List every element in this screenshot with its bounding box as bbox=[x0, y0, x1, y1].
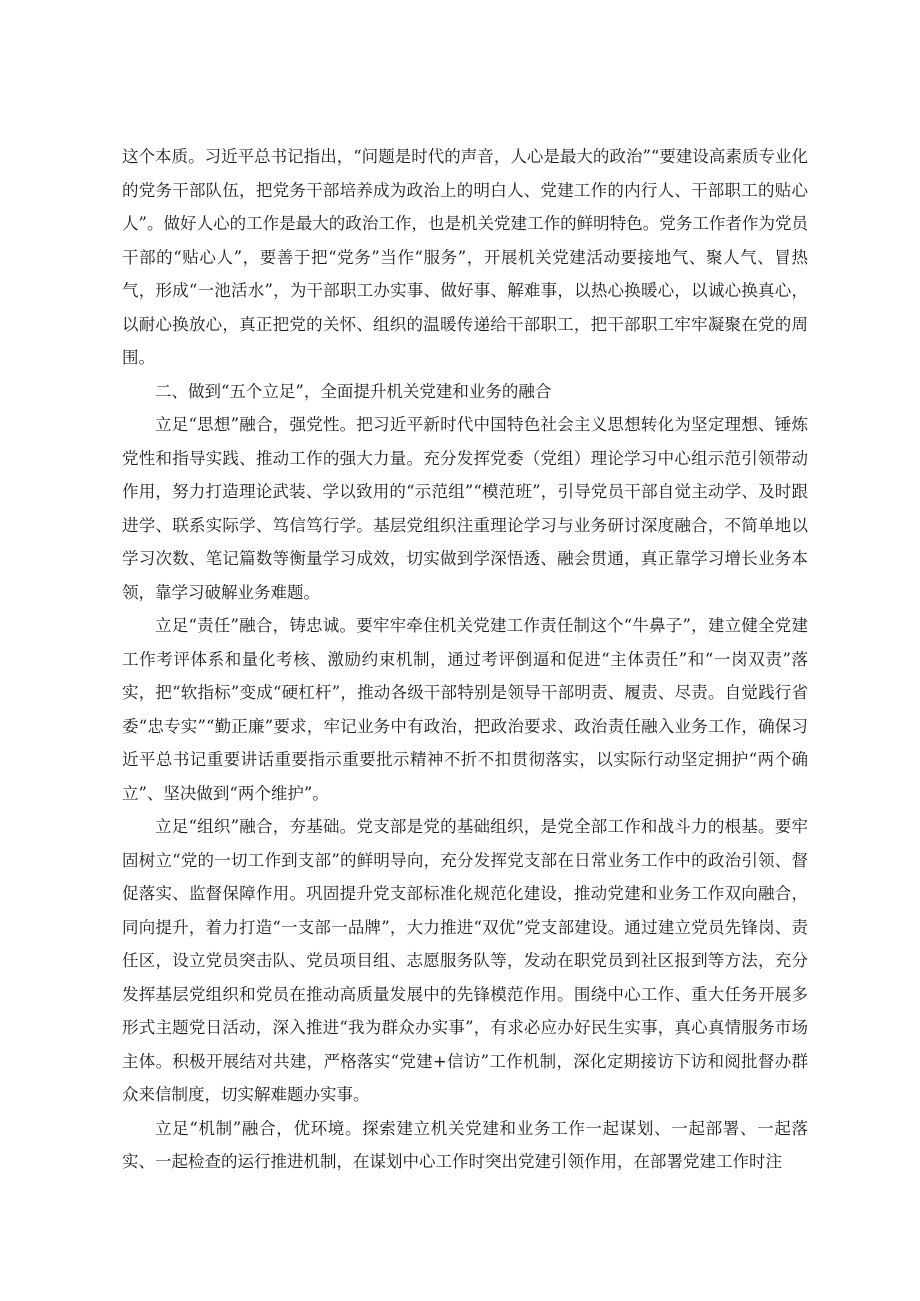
paragraph-mechanism-integration: 立足“机制”融合，优环境。探索建立机关党建和业务工作一起谋划、一起部署、一起落实、一起检查的运行推进机制，在谋划中心工作时突出党建引领作用，在部署党建工作时注 bbox=[122, 1118, 808, 1171]
section-heading: 二、做到“五个立足”，全面提升机关党建和业务的融合 bbox=[155, 381, 552, 401]
paragraph-responsibility-integration: 立足“责任”融合，铸忠诚。要牢牢牵住机关党建工作责任制这个“牛鼻子”，建立健全党建工作考评体系和量化考核、激励约束机制，通过考评倒逼和促进“主体责任”和“一岗双责”落实，把“软指标”变成“硬杠杆”，推动各级干部特别是领导干部明责、履责、尽责。自觉践行省委“忠专实”“勤正廉”要求，牢记业务中有政治，把政治要求、政治责任融入业务工作，确保习近平总书记重要讲话重要指示重要批示精神不折不扣贯彻落实，以实际行动坚定拥护“两个确立”、坚决做到“两个维护”。 bbox=[122, 616, 808, 803]
paragraph-organization-integration: 立足“组织”融合，夯基础。党支部是党的基础组织，是党全部工作和战斗力的根基。要牢固树立“党的一切工作到支部”的鲜明导向，充分发挥党支部在日常业务工作中的政治引领、督促落实、监督保障作用。巩固提升党支部标准化规范化建设，推动党建和业务工作双向融合，同向提升，着力打造“一支部一品牌”，大力推进“双优”党支部建设。通过建立党员先锋岗、责任区，设立党员突击队、党员项目组、志愿服务队等，发动在职党员到社区报到等方法，充分发挥基层党组织和党员在推动高质量发展中的先锋模范作用。围绕中心工作、重大任务开展多形式主题党日活动，深入推进“我为群众办实事”，有求必应办好民生实事，真心真情服务市场主体。积极开展结对共建，严格落实“党建+信访”工作机制，深化定期接访下访和阅批督办群众来信制度，切实解难题办实事。 bbox=[122, 817, 808, 1104]
paragraph-thought-integration: 立足“思想”融合，强党性。把习近平新时代中国特色社会主义思想转化为坚定理想、锤炼党性和指导实践、推动工作的强大力量。充分发挥党委（党组）理论学习中心组示范引领带动作用，努力打造理论武装、学以致用的“示范组”“模范班”，引导党员干部自觉主动学、及时跟进学、联系实际学、笃信笃行学。基层党组织注重理论学习与业务研讨深度融合，不简单地以学习次数、笔记篇数等衡量学习成效，切实做到学深悟透、融会贯通，真正靠学习增长业务本领，靠学习破解业务难题。 bbox=[122, 415, 808, 602]
document-body bbox=[122, 140, 808, 1179]
paragraph-continuation: 这个本质。习近平总书记指出，“问题是时代的声音，人心是最大的政治”“要建设高素质专业化的党务干部队伍，把党务干部培养成为政治上的明白人、党建工作的内行人、干部职工的贴心人”。做好人心的工作是最大的政治工作，也是机关党建工作的鲜明特色。党务工作者作为党员干部的“贴心人”，要善于把“党务”当作“服务”，开展机关党建活动要接地气、聚人气、冒热气，形成“一池活水”，为干部职工办实事、做好事、解难事，以热心换暖心，以诚心换真心，以耐心换放心，真正把党的关怀、组织的温暖传递给干部职工，把干部职工牢牢凝聚在党的周围。 bbox=[122, 147, 808, 367]
